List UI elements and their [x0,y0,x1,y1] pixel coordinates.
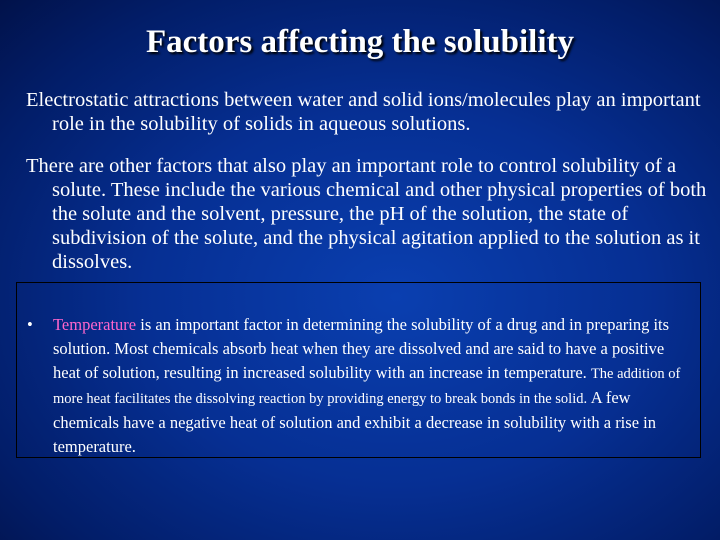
factors-paragraph: There are other factors that also play an important role to control solubility of a solute. These include the various chemical and other physical properties of both the solute and the solvent, pressure, the pH of the solution, the state of subdivision of the solute, and the physical agitation applied to the solution as it dissolves. [26,155,707,273]
bullet-text-part3: A few chemicals have a negative heat of solution and exhibit a decrease in solubility with a rise in temperature. [53,388,656,456]
temperature-highlight: Temperature [53,315,137,334]
bullet-text-part1: is an important factor in determining the solubility of a drug and in preparing its solution. Most chemicals absorb heat when they are dissolved and are said to have a positive heat of solution, resulting in increased solubility with an increase in temperature. [53,315,670,382]
temperature-bullet [27,313,693,459]
bullet-text-part2: The addition of more heat facilitates the dissolving reaction by providing energy to break bonds in the solid. [53,366,681,407]
slide-title: Factors affecting the solubility [145,24,575,60]
intro-paragraph: Electrostatic attractions between water and solid ions/molecules play an important role in the solubility of solids in aqueous solutions. [26,89,701,135]
bullet-text [27,313,693,459]
temperature-box [16,282,701,458]
bullet-icon: • [27,315,33,334]
